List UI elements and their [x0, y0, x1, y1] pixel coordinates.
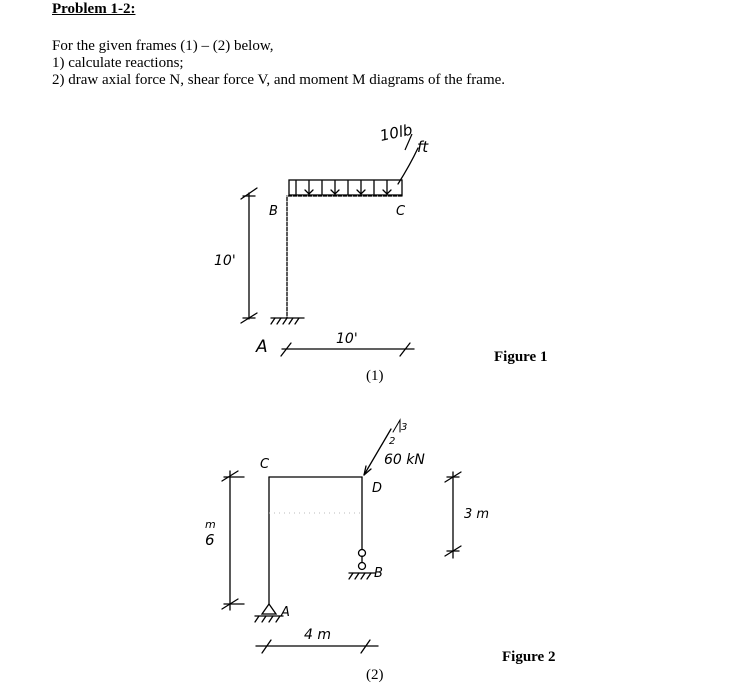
node-c-label: C	[396, 204, 406, 219]
distributed-load-arrows	[289, 180, 402, 195]
span-label: 10'	[336, 331, 358, 347]
node-a-label-2: A	[281, 605, 290, 620]
figure-1-number: (1)	[366, 368, 384, 384]
height-dimension-2	[222, 471, 244, 610]
height-dimension	[241, 188, 257, 323]
node-d-label: D	[372, 481, 383, 496]
load-60kn-label: 60 kN	[384, 452, 425, 468]
offset-dimension	[445, 472, 461, 558]
task-1: 1) calculate reactions;	[52, 55, 184, 71]
offset-label: 3 m	[464, 507, 490, 522]
node-b-label: B	[269, 204, 278, 219]
load-leader-line	[398, 148, 418, 184]
height-value-label: 6	[205, 531, 215, 549]
span-label-2: 4 m	[304, 627, 331, 643]
height-unit-label: m	[205, 518, 216, 531]
intro-line: For the given frames (1) – (2) below,	[52, 38, 274, 54]
height-label: 10'	[214, 253, 236, 269]
figure-2-frame	[222, 420, 461, 653]
task-2: 2) draw axial force N, shear force V, and moment M diagrams of the frame.	[52, 72, 506, 88]
problem-title: Problem 1-2:	[52, 1, 136, 17]
node-a-label: A	[256, 337, 268, 357]
fixed-support-a	[271, 318, 304, 324]
slope-rise-label: 3	[401, 422, 408, 433]
node-c-label-2: C	[260, 457, 270, 472]
slope-run-label: 2	[389, 436, 396, 447]
figure-1-caption: Figure 1	[494, 349, 548, 365]
load-label-numerator: 10lb	[378, 120, 415, 145]
pin-support-a	[255, 604, 283, 622]
node-b-label-2: B	[374, 566, 383, 581]
roller-support-b	[349, 550, 375, 580]
figure-1-frame	[241, 148, 418, 356]
load-label-denominator: ft	[417, 138, 429, 156]
figure-2-caption: Figure 2	[502, 649, 556, 665]
figure-2-number: (2)	[366, 667, 384, 683]
